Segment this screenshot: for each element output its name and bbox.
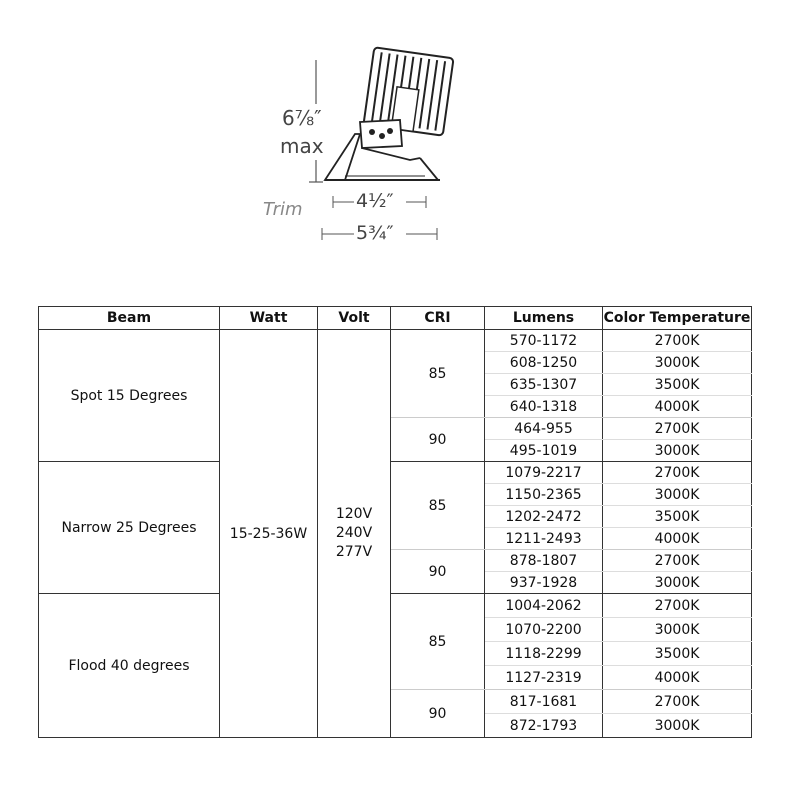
- header-watt: Watt: [220, 307, 318, 330]
- lumens-cell: 1079-2217: [485, 462, 603, 484]
- table-header-row: [39, 307, 752, 330]
- cri-cell: 90: [391, 418, 485, 462]
- height-value: 6⅞″: [281, 106, 322, 130]
- cri-cell: 85: [391, 330, 485, 418]
- product-dimension-drawing: [0, 0, 800, 280]
- watt-cell: 15-25-36W: [220, 330, 318, 738]
- temperature-cell: 3000K: [603, 618, 752, 642]
- temperature-cell: 3000K: [603, 714, 752, 738]
- cri-cell: 90: [391, 550, 485, 594]
- volt-value: 240V: [335, 525, 373, 541]
- temperature-cell: 2700K: [603, 594, 752, 618]
- temperature-cell: 3000K: [603, 352, 752, 374]
- lumens-cell: 1150-2365: [485, 484, 603, 506]
- lumens-cell: 608-1250: [485, 352, 603, 374]
- fixture-illustration: [0, 0, 800, 280]
- temperature-cell: 3500K: [603, 506, 752, 528]
- header-beam: Beam: [39, 307, 220, 330]
- temperature-cell: 2700K: [603, 690, 752, 714]
- temperature-cell: 2700K: [603, 418, 752, 440]
- volt-cell: [318, 330, 391, 738]
- beam-cell: Spot 15 Degrees: [39, 330, 220, 462]
- temperature-cell: 4000K: [603, 666, 752, 690]
- beam-cell: Narrow 25 Degrees: [39, 462, 220, 594]
- lumens-cell: 1118-2299: [485, 642, 603, 666]
- temperature-cell: 4000K: [603, 396, 752, 418]
- table-row: [39, 330, 752, 352]
- lumens-cell: 570-1172: [485, 330, 603, 352]
- inner-width-dimension: 4½″: [356, 190, 394, 212]
- temperature-cell: 2700K: [603, 462, 752, 484]
- lumens-cell: 1127-2319: [485, 666, 603, 690]
- temperature-cell: 3000K: [603, 572, 752, 594]
- temperature-cell: 2700K: [603, 550, 752, 572]
- height-qualifier: max: [280, 134, 324, 158]
- table-row: [39, 462, 752, 484]
- cri-cell: 85: [391, 462, 485, 550]
- cri-cell: 90: [391, 690, 485, 738]
- temperature-cell: 3000K: [603, 440, 752, 462]
- table-row: [39, 594, 752, 618]
- temperature-cell: 3500K: [603, 642, 752, 666]
- lumens-cell: 1070-2200: [485, 618, 603, 642]
- specification-table: [38, 306, 752, 738]
- lumens-cell: 1211-2493: [485, 528, 603, 550]
- lumens-cell: 872-1793: [485, 714, 603, 738]
- lumens-cell: 640-1318: [485, 396, 603, 418]
- lumens-cell: 635-1307: [485, 374, 603, 396]
- lumens-cell: 1202-2472: [485, 506, 603, 528]
- lumens-cell: 495-1019: [485, 440, 603, 462]
- header-color-temperature: Color Temperature: [603, 307, 752, 330]
- temperature-cell: 2700K: [603, 330, 752, 352]
- lumens-cell: 817-1681: [485, 690, 603, 714]
- temperature-cell: 3000K: [603, 484, 752, 506]
- height-dimension: [280, 104, 324, 160]
- outer-width-dimension: 5¾″: [356, 222, 394, 244]
- lumens-cell: 464-955: [485, 418, 603, 440]
- beam-cell: Flood 40 degrees: [39, 594, 220, 738]
- header-volt: Volt: [318, 307, 391, 330]
- trim-label: Trim: [263, 199, 303, 220]
- volt-value: 120V: [335, 506, 373, 522]
- cri-cell: 85: [391, 594, 485, 690]
- lumens-cell: 878-1807: [485, 550, 603, 572]
- temperature-cell: 4000K: [603, 528, 752, 550]
- volt-value: 277V: [335, 544, 373, 560]
- lumens-cell: 937-1928: [485, 572, 603, 594]
- lumens-cell: 1004-2062: [485, 594, 603, 618]
- temperature-cell: 3500K: [603, 374, 752, 396]
- header-lumens: Lumens: [485, 307, 603, 330]
- header-cri: CRI: [391, 307, 485, 330]
